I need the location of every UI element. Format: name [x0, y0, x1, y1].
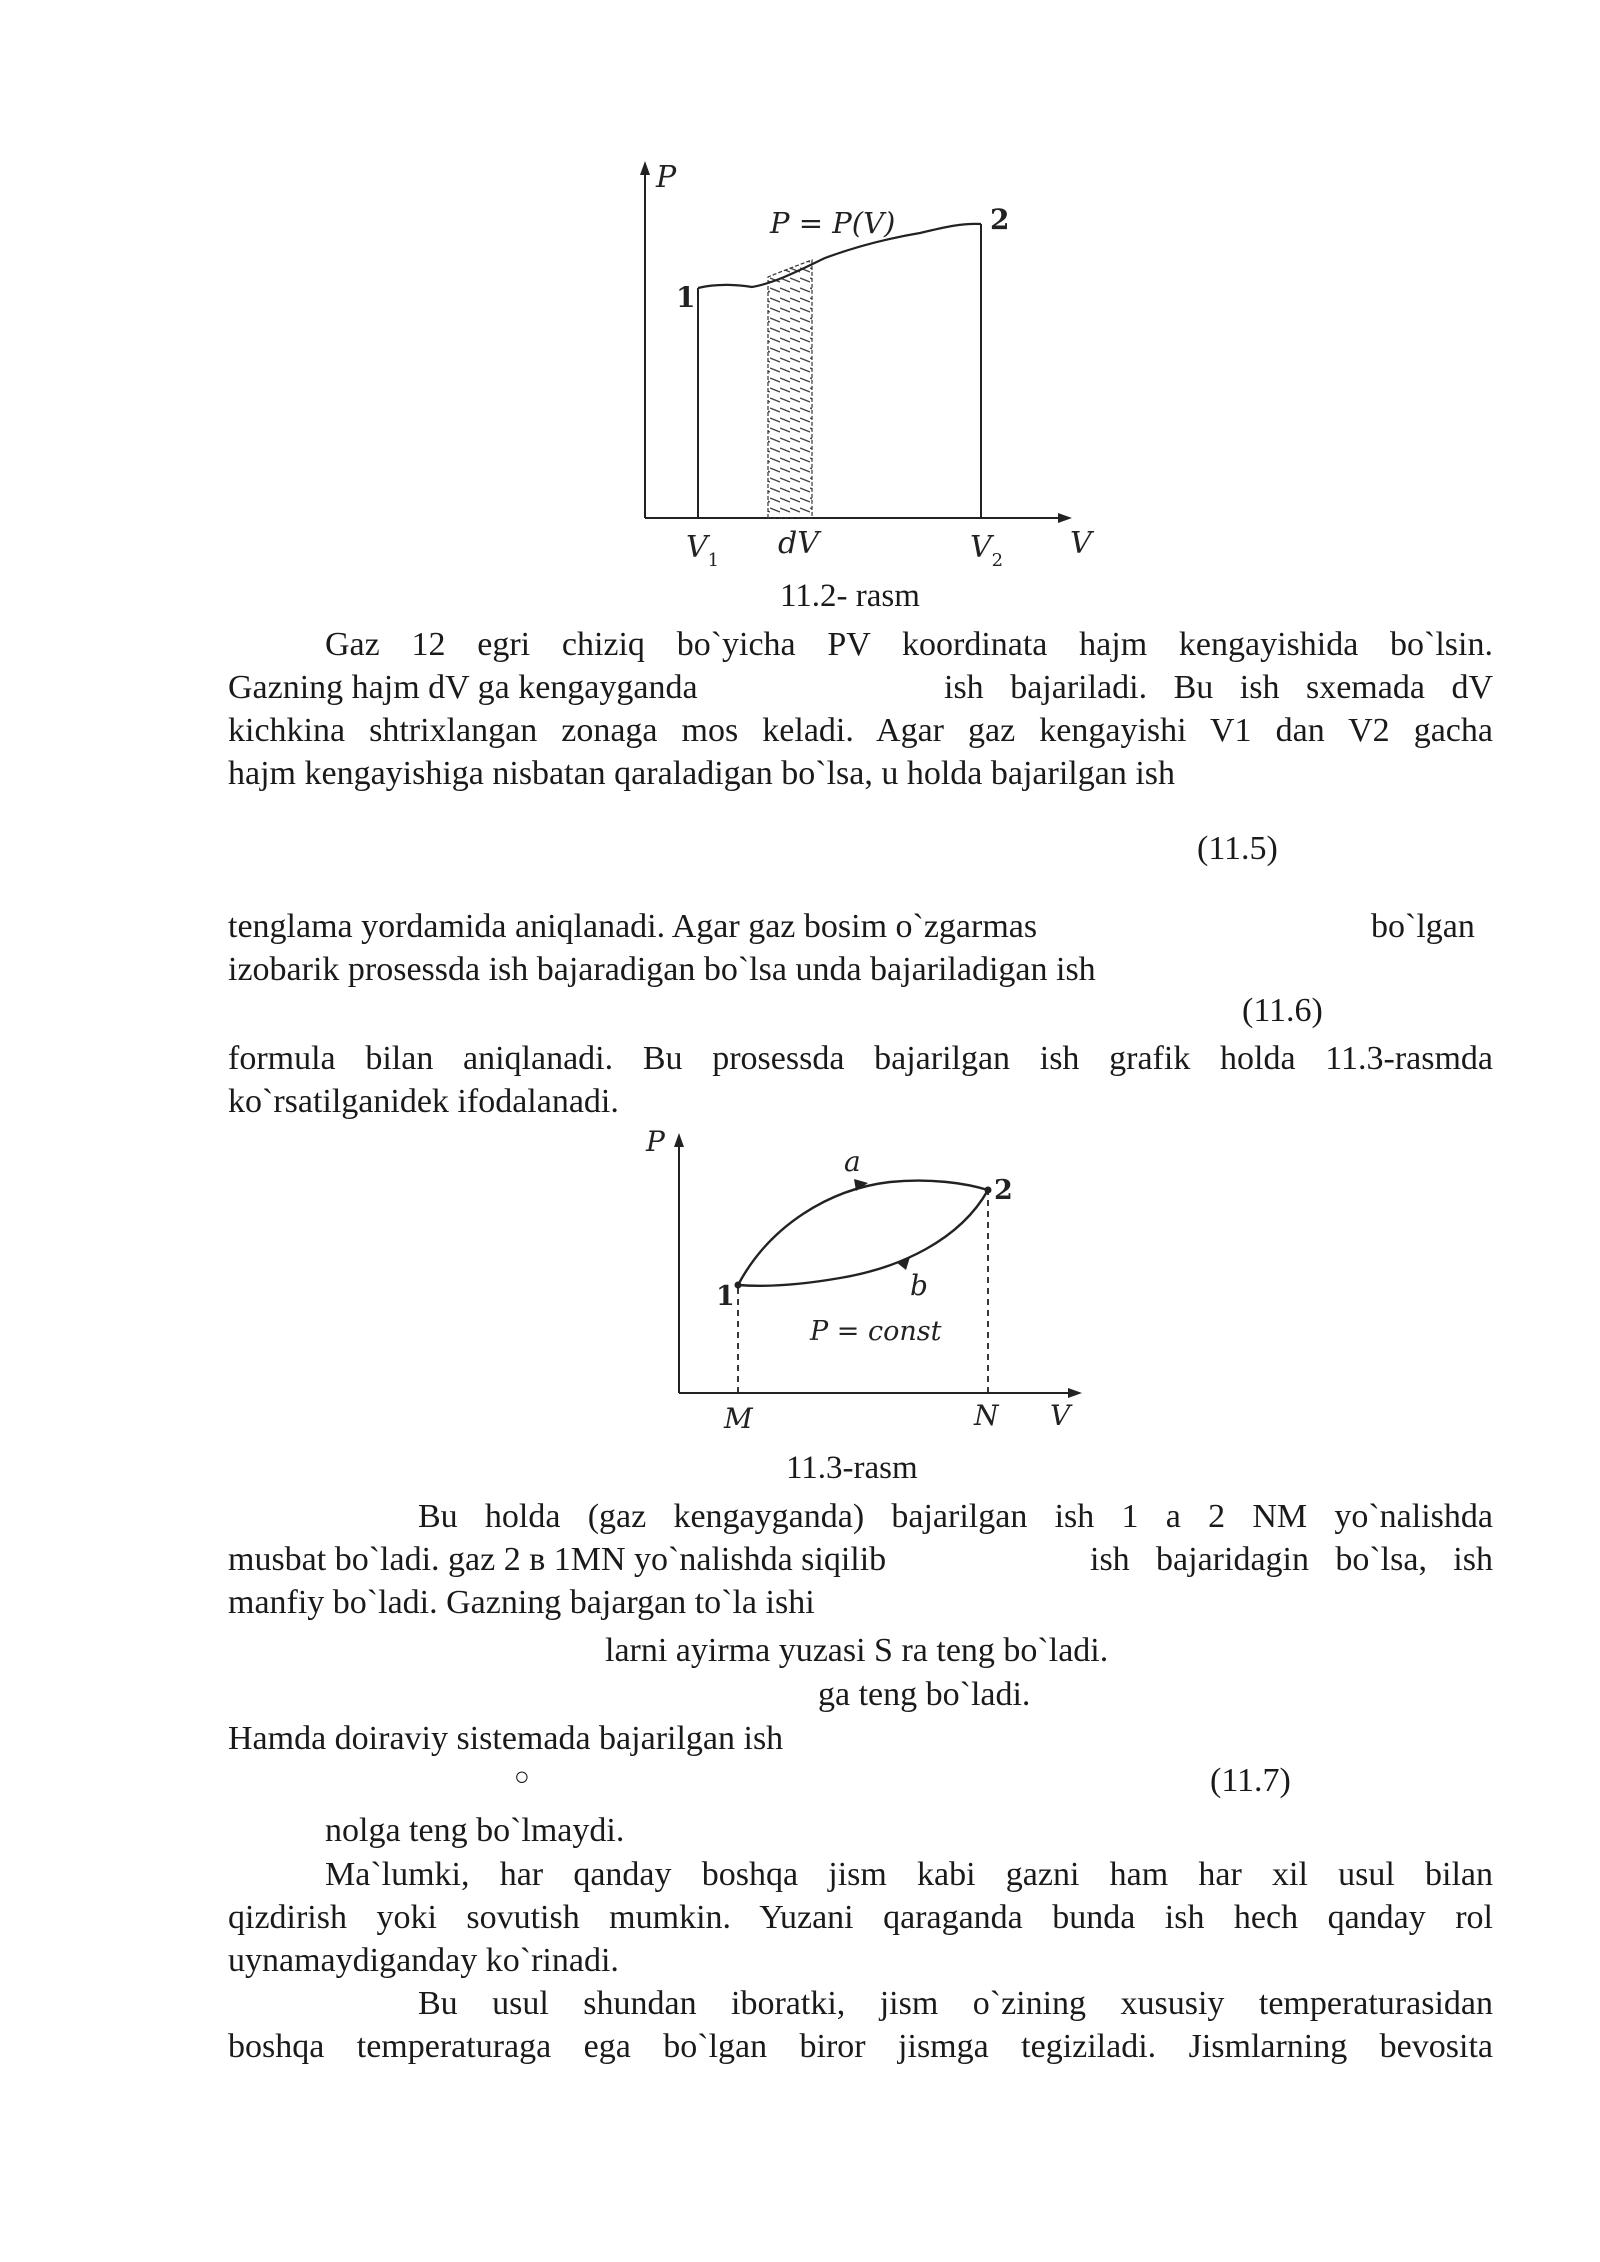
paragraph-5-line-1: Hamda doiraviy sistemada bajarilgan ish [228, 1720, 784, 1757]
paragraph-6-line-1: Ma`lumki, har qanday boshqa jism kabi gazni ham har xil usul bilan [325, 1856, 1493, 1893]
circle-integral-symbol: ○ [514, 1762, 530, 1791]
paragraph-2-line-1b: bo`lgan [1371, 908, 1475, 945]
paragraph-5-line-2: nolga teng bo`lmaydi. [325, 1812, 625, 1849]
arrow-a-icon [854, 1179, 868, 1191]
p-axis-arrow-icon [640, 161, 650, 175]
label-m: M [724, 1402, 753, 1435]
p-axis-label: P [656, 160, 677, 195]
p-axis-arrow-icon [674, 1133, 684, 1147]
paragraph-2-line-2: izobarik prosessda ish bajaradigan bo`lsa unda bajariladigan ish [228, 951, 1096, 988]
paragraph-4-line-5: ga teng bo`ladi. [818, 1676, 1031, 1713]
figure-11-3 [630, 1125, 1110, 1445]
paragraph-1-line-2b: ish bajariladi. Bu ish sxemada dV [944, 669, 1493, 706]
figure-11-2 [600, 155, 1120, 575]
label-b: b [910, 1269, 928, 1302]
figure-11-3-diagram [630, 1125, 1110, 1445]
v-axis-label: V [1050, 1399, 1071, 1432]
v-axis-label: V [1070, 526, 1092, 561]
point-1-label: 1 [716, 1281, 735, 1312]
paragraph-6-line-3: uynamaydiganday ko`rinadi. [228, 1942, 619, 1979]
equation-11-7-number: (11.7) [1210, 1762, 1291, 1799]
v2-label: $V_2$ [970, 530, 1004, 571]
paragraph-4-line-2b: ish bajaridagin bo`lsa, ish [1090, 1541, 1493, 1578]
figure-11-2-caption: 11.2- rasm [780, 578, 920, 614]
v-axis-arrow-icon [1058, 513, 1072, 523]
dv-label: dV [778, 526, 819, 561]
paragraph-1-line-2a: Gazning hajm dV ga kengayganda [228, 669, 698, 706]
curve-label: P = P(V) [770, 206, 896, 240]
curve-b [738, 1190, 988, 1286]
p-axis-label: P [646, 1125, 665, 1158]
paragraph-4-line-1: Bu holda (gaz kengayganda) bajarilgan ish 1 a 2 NM yo`nalishda [418, 1498, 1493, 1535]
paragraph-1-line-4: hajm kengayishiga nisbatan qaraladigan bo`lsa, u holda bajarilgan ish [228, 755, 1176, 792]
paragraph-4-line-4: larni ayirma yuzasi S ra teng bo`ladi. [605, 1632, 1109, 1669]
dv-hatched-strip [768, 260, 812, 518]
label-p-const: P = const [810, 1316, 942, 1347]
paragraph-3-line-1: formula bilan aniqlanadi. Bu prosessda bajarilgan ish grafik holda 11.3-rasmda [228, 1040, 1493, 1077]
v1-label: $V_1$ [686, 530, 720, 571]
paragraph-7-line-1: Bu usul shundan iboratki, jism o`zining xususiy temperaturasidan [418, 1985, 1493, 2022]
label-a: a [844, 1145, 861, 1178]
label-n: N [974, 1399, 999, 1432]
point-1-label: 1 [676, 281, 696, 314]
point-2-label: 2 [994, 1175, 1013, 1206]
equation-11-6-number: (11.6) [1242, 992, 1323, 1029]
paragraph-2-line-1a: tenglama yordamida aniqlanadi. Agar gaz bosim o`zgarmas [228, 908, 1038, 945]
paragraph-1-line-3: kichkina shtrixlangan zonaga mos keladi. Agar gaz kengayishi V1 dan V2 gacha [228, 712, 1493, 749]
paragraph-3-line-2: ko`rsatilganidek ifodalanadi. [228, 1083, 619, 1120]
figure-11-2-diagram [600, 155, 1120, 575]
paragraph-7-line-2: boshqa temperaturaga ega bo`lgan biror jismga tegiziladi. Jismlarning bevosita [228, 2028, 1493, 2065]
paragraph-6-line-2: qizdirish yoki sovutish mumkin. Yuzani qaraganda bunda ish hech qanday rol [228, 1899, 1493, 1936]
paragraph-1-line-1: Gaz 12 egri chiziq bo`yicha PV koordinata hajm kengayishida bo`lsin. [325, 626, 1493, 663]
point-1-dot [735, 1282, 742, 1289]
equation-11-5-number: (11.5) [1197, 830, 1278, 867]
v-axis-arrow-icon [1068, 1388, 1082, 1398]
point-2-dot [985, 1187, 992, 1194]
paragraph-4-line-2a: musbat bo`ladi. gaz 2 в 1MN yo`nalishda siqilib [228, 1541, 887, 1578]
point-2-label: 2 [990, 203, 1010, 236]
figure-11-3-caption: 11.3-rasm [786, 1450, 918, 1486]
paragraph-4-line-3: manfiy bo`ladi. Gazning bajargan to`la ishi [228, 1584, 815, 1621]
